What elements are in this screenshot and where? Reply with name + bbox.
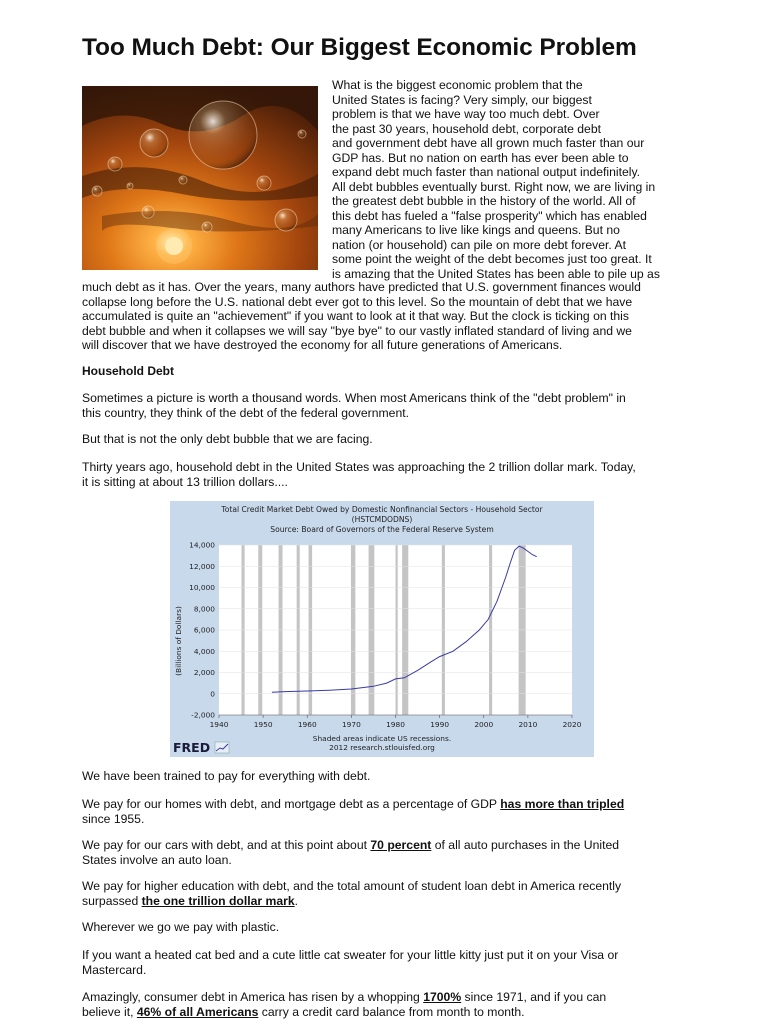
intro-line: much debt as it has. Over the years, many authors have predicted that U.S. government finances would [82,280,641,294]
paragraph-cat: If you want a heated cat bed and a cute little cat sweater for your little kitty just put it on your Visa or Mastercard. [82,948,619,977]
intro-paragraph-bottom [82,280,692,353]
intro-line: the past 30 years, household debt, corporate debt [332,121,601,136]
paragraph-consumer-debt: Amazingly, consumer debt in America has risen by a whopping 1700% since 1971, and if you can believe it, 46% of all Americans carry a credit card balance from month to month. [82,990,607,1019]
intro-line: United States is facing? Very simply, our biggest [332,92,592,107]
intro-line: GDP has. But no nation on earth has ever been able to [332,150,629,165]
intro-line: some point the weight of the debt becomes just too great. It [332,252,652,266]
section-heading-household-debt: Household Debt [82,364,174,378]
intro-line: collapse long before the U.S. national debt ever got to this level. So the mountain of debt that we have [82,294,633,309]
x-tick-label: 2000 [474,720,494,729]
chart-subtitle: (HSTCMDODNS) [351,515,413,524]
paragraph-not-only: But that is not the only debt bubble that we are facing. [82,432,373,446]
recession-note: Shaded areas indicate US recessions. [312,734,452,743]
y-tick-label: 6,000 [193,625,215,635]
x-tick-label: 1940 [209,720,229,729]
intro-line: the greatest debt bubble in the history of the world. All of [332,194,636,208]
link-more-than-tripled[interactable]: has more than tripled [500,797,625,811]
chart-source: Source: Board of Governors of the Federal Reserve System [270,525,494,534]
link-70-percent[interactable]: 70 percent [370,838,432,852]
y-tick-label: 8,000 [193,604,215,614]
y-tick-label: 0 [210,689,215,699]
article-title: Too Much Debt: Our Biggest Economic Problem [82,34,637,61]
intro-line: What is the biggest economic problem that the [332,78,583,92]
x-tick-label: 2020 [562,720,582,729]
intro-line: and government debt have all grown much faster than our [332,136,645,150]
intro-line: will discover that we have destroyed the economy for all future generations of Americans. [82,338,563,352]
x-tick-label: 1990 [430,720,450,729]
intro-line: expand debt much faster than national output indefinitely. [332,165,641,179]
link-1700-percent[interactable]: 1700% [423,990,462,1004]
intro-line: is amazing that the United States has been able to pile up as [332,266,660,281]
paragraph-homes: We pay for our homes with debt, and mortgage debt as a percentage of GDP has more than tripled since 1955. [82,797,625,826]
y-tick-label: 12,000 [189,561,215,571]
paragraph-education: We pay for higher education with debt, and the total amount of student loan debt in America recently surpassed the one trillion dollar mark. [82,879,622,908]
intro-line: problem is that we have way too much debt. Over [332,107,600,121]
x-tick-label: 1960 [297,720,317,729]
chart-credit: 2012 research.stlouisfed.org [329,743,435,752]
y-axis-label: (Billions of Dollars) [174,606,183,676]
fred-logo-icon [215,742,229,753]
intro-line: nation (or household) can pile on more debt forever. At [332,237,627,252]
y-tick-label: 14,000 [189,540,215,550]
paragraph-thirty-years: Thirty years ago, household debt in the United States was approaching the 2 trillion dollar mark. Today, it is sitting at about 13 trillion dollars.... [82,460,636,489]
household-debt-chart [170,501,594,757]
link-46-percent-americans[interactable]: 46% of all Americans [136,1004,259,1019]
x-tick-label: 2010 [518,720,538,729]
link-one-trillion-dollar-mark[interactable]: the one trillion dollar mark [141,893,295,908]
x-tick-label: 1970 [341,720,361,729]
bubbles-sunset-image [82,86,318,270]
intro-line: debt bubble and when it collapses we will say "bye bye" to our vastly inflated standard of living and we [82,323,632,338]
paragraph-plastic: Wherever we go we pay with plastic. [82,920,280,934]
y-tick-label: 4,000 [193,646,215,656]
intro-paragraph-top [332,78,692,281]
chart-svg [170,501,594,757]
y-tick-label: -2,000 [191,710,215,720]
paragraph-trained: We have been trained to pay for everything with debt. [82,769,371,783]
y-tick-label: 2,000 [193,668,215,677]
intro-line: many Americans to live like kings and queens. But no [332,223,620,237]
x-tick-label: 1950 [253,720,273,729]
intro-line: this debt has fueled a "false prosperity" which has enabled [332,208,647,223]
intro-line: accumulated is quite an "achievement" if you want to look at it that way. But the clock is ticking on this [82,309,629,323]
x-tick-label: 1980 [386,720,405,729]
x-tick-labels [210,720,582,729]
paragraph-cars: We pay for our cars with debt, and at this point about 70 percent of all auto purchases in the United States involve an auto loan. [82,838,620,867]
fred-logo: FRED [173,740,211,755]
chart-title: Total Credit Market Debt Owed by Domestic Nonfinancial Sectors - Household Sector [221,505,543,514]
y-tick-label: 10,000 [189,583,215,592]
intro-line: All debt bubbles eventually burst. Right now, we are living in [332,179,656,194]
paragraph-picture: Sometimes a picture is worth a thousand words. When most Americans think of the "debt problem" in this country, they think of the debt of the federal government. [82,391,626,420]
